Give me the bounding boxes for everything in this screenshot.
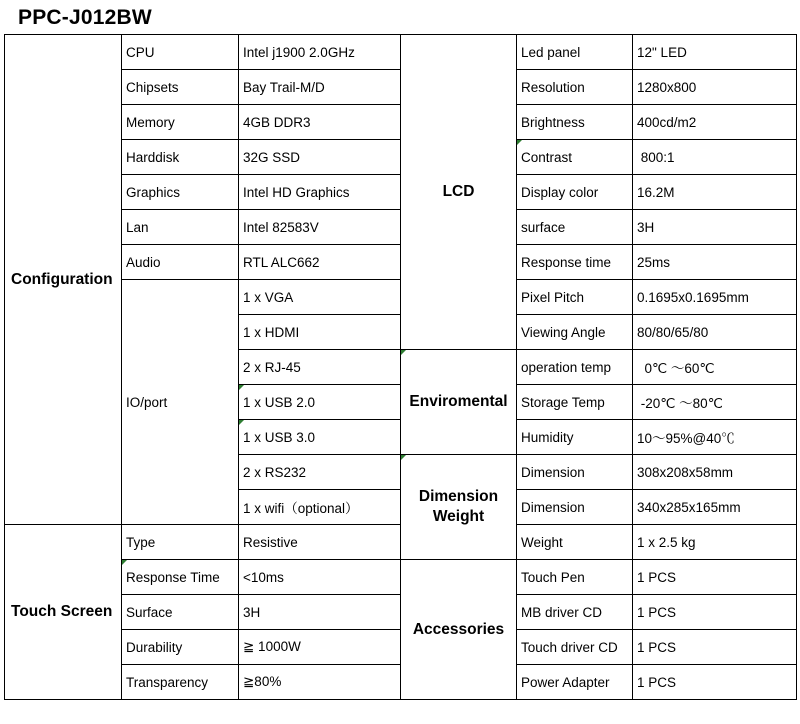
spec-value: 2 x RJ-45: [239, 350, 401, 385]
spec-value: 800:1: [633, 140, 797, 175]
spec-key: Surface: [122, 595, 239, 630]
spec-value: 80/80/65/80: [633, 315, 797, 350]
spec-value: ≧ 1000W: [239, 630, 401, 665]
spec-value: Intel HD Graphics: [239, 175, 401, 210]
spec-value: 1 x USB 3.0: [239, 420, 401, 455]
spec-value: <10ms: [239, 560, 401, 595]
spec-value: 2 x RS232: [239, 455, 401, 490]
spec-key: Lan: [122, 210, 239, 245]
spec-key: Dimension: [517, 455, 633, 490]
spec-value: 3H: [633, 210, 797, 245]
spec-value: Intel 82583V: [239, 210, 401, 245]
spec-key: Audio: [122, 245, 239, 280]
spec-key: Type: [122, 525, 239, 560]
spec-key: Contrast: [517, 140, 633, 175]
spec-key: Led panel: [517, 35, 633, 70]
spec-value: RTL ALC662: [239, 245, 401, 280]
spec-key: Pixel Pitch: [517, 280, 633, 315]
spec-key: Durability: [122, 630, 239, 665]
section-dimension-weight: Dimension Weight: [401, 455, 517, 560]
spec-value: 1 x 2.5 kg: [633, 525, 797, 560]
spec-value: 0℃ ～60℃: [633, 350, 797, 385]
spec-value: 0.1695x0.1695mm: [633, 280, 797, 315]
spec-value: 400cd/m2: [633, 105, 797, 140]
spec-key: Touch Pen: [517, 560, 633, 595]
page-title: PPC-J012BW: [18, 6, 152, 29]
spec-value: ≧80%: [239, 665, 401, 700]
spec-key: Response time: [517, 245, 633, 280]
spec-key: Storage Temp: [517, 385, 633, 420]
spec-value: 3H: [239, 595, 401, 630]
spec-value: 1 PCS: [633, 630, 797, 665]
spec-key: Brightness: [517, 105, 633, 140]
section-configuration: Configuration: [5, 35, 122, 525]
spec-value: 1 PCS: [633, 665, 797, 700]
spec-key: operation temp: [517, 350, 633, 385]
spec-value: 308x208x58mm: [633, 455, 797, 490]
spec-key: Viewing Angle: [517, 315, 633, 350]
spec-value: -20℃ ～80℃: [633, 385, 797, 420]
spec-key: Resolution: [517, 70, 633, 105]
spec-value: 4GB DDR3: [239, 105, 401, 140]
spec-table: [4, 34, 797, 700]
spec-key: Memory: [122, 105, 239, 140]
spec-value: 1 PCS: [633, 560, 797, 595]
spec-value: Bay Trail-M/D: [239, 70, 401, 105]
spec-row: [5, 35, 797, 70]
spec-value: 25ms: [633, 245, 797, 280]
spec-key: Weight: [517, 525, 633, 560]
spec-row: [5, 560, 797, 595]
spec-key: Response Time: [122, 560, 239, 595]
section-accessories: Accessories: [401, 560, 517, 700]
spec-value: 12" LED: [633, 35, 797, 70]
section-enviromental: Enviromental: [401, 350, 517, 455]
spec-key: Transparency: [122, 665, 239, 700]
spec-value: Resistive: [239, 525, 401, 560]
spec-key: Graphics: [122, 175, 239, 210]
spec-value: 1 PCS: [633, 595, 797, 630]
spec-key: Touch driver CD: [517, 630, 633, 665]
spec-value: 10～95%@40℃: [633, 420, 797, 455]
spec-value: 1 x VGA: [239, 280, 401, 315]
spec-key: surface: [517, 210, 633, 245]
spec-value: 1 x USB 2.0: [239, 385, 401, 420]
spec-key: MB driver CD: [517, 595, 633, 630]
spec-key: Power Adapter: [517, 665, 633, 700]
spec-value: Intel j1900 2.0GHz: [239, 35, 401, 70]
spec-key-io-port: IO/port: [122, 280, 239, 525]
spec-value: 1 x HDMI: [239, 315, 401, 350]
spec-key: Chipsets: [122, 70, 239, 105]
spec-key: Humidity: [517, 420, 633, 455]
spec-value: 32G SSD: [239, 140, 401, 175]
section-lcd: LCD: [401, 35, 517, 350]
spec-key: Display color: [517, 175, 633, 210]
spec-key: CPU: [122, 35, 239, 70]
spec-value: 340x285x165mm: [633, 490, 797, 525]
section-touch-screen: Touch Screen: [5, 525, 122, 700]
spec-value: 16.2M: [633, 175, 797, 210]
spec-key: Dimension: [517, 490, 633, 525]
spec-value: 1280x800: [633, 70, 797, 105]
spec-value: 1 x wifi（optional）: [239, 490, 401, 525]
spec-key: Harddisk: [122, 140, 239, 175]
